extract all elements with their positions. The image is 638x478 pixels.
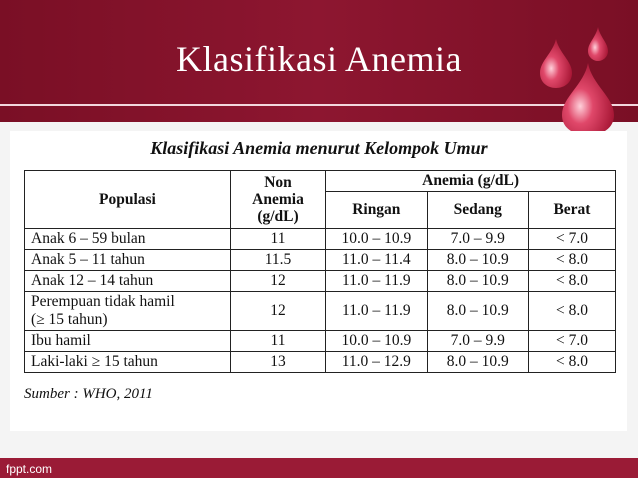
cell-berat: < 8.0 bbox=[528, 352, 615, 373]
table-row bbox=[25, 229, 616, 250]
header-ringan: Ringan bbox=[326, 192, 427, 229]
cell-populasi: Anak 5 – 11 tahun bbox=[25, 250, 231, 271]
header-anemia: Anemia (g/dL) bbox=[326, 171, 616, 192]
cell-populasi: Anak 6 – 59 bulan bbox=[25, 229, 231, 250]
cell-berat: < 7.0 bbox=[528, 229, 615, 250]
anemia-classification-table bbox=[24, 170, 616, 373]
cell-berat: < 8.0 bbox=[528, 292, 615, 331]
cell-non-anemia: 11.5 bbox=[230, 250, 325, 271]
table-header-row bbox=[25, 171, 616, 192]
cell-sedang: 8.0 – 10.9 bbox=[427, 352, 528, 373]
cell-populasi: Laki-laki ≥ 15 tahun bbox=[25, 352, 231, 373]
cell-ringan: 10.0 – 10.9 bbox=[326, 331, 427, 352]
drop-medium-icon bbox=[540, 39, 572, 88]
footer-brand[interactable]: fppt.com bbox=[6, 462, 53, 476]
header-non-anemia: Non Anemia (g/dL) bbox=[230, 171, 325, 229]
cell-non-anemia: 13 bbox=[230, 352, 325, 373]
cell-sedang: 7.0 – 9.9 bbox=[427, 331, 528, 352]
table-source: Sumber : WHO, 2011 bbox=[24, 386, 153, 402]
table-row bbox=[25, 271, 616, 292]
cell-ringan: 11.0 – 11.9 bbox=[326, 292, 427, 331]
cell-ringan: 11.0 – 11.4 bbox=[326, 250, 427, 271]
cell-ringan: 11.0 – 11.9 bbox=[326, 271, 427, 292]
header-berat: Berat bbox=[528, 192, 615, 229]
table-row bbox=[25, 250, 616, 271]
table-row bbox=[25, 352, 616, 373]
header-sedang: Sedang bbox=[427, 192, 528, 229]
cell-berat: < 8.0 bbox=[528, 250, 615, 271]
cell-non-anemia: 12 bbox=[230, 292, 325, 331]
cell-sedang: 8.0 – 10.9 bbox=[427, 271, 528, 292]
cell-sedang: 8.0 – 10.9 bbox=[427, 250, 528, 271]
blood-drops-icon bbox=[540, 25, 638, 135]
cell-non-anemia: 12 bbox=[230, 271, 325, 292]
cell-ringan: 10.0 – 10.9 bbox=[326, 229, 427, 250]
table-title: Klasifikasi Anemia menurut Kelompok Umur bbox=[150, 138, 488, 158]
cell-non-anemia: 11 bbox=[230, 229, 325, 250]
cell-non-anemia: 11 bbox=[230, 331, 325, 352]
cell-sedang: 7.0 – 9.9 bbox=[427, 229, 528, 250]
cell-populasi: Ibu hamil bbox=[25, 331, 231, 352]
cell-berat: < 8.0 bbox=[528, 271, 615, 292]
header-populasi: Populasi bbox=[25, 171, 231, 229]
slide-title: Klasifikasi Anemia bbox=[176, 39, 462, 79]
cell-populasi: Anak 12 – 14 tahun bbox=[25, 271, 231, 292]
cell-sedang: 8.0 – 10.9 bbox=[427, 292, 528, 331]
slide-footer bbox=[0, 458, 638, 478]
table-row bbox=[25, 292, 616, 331]
cell-berat: < 7.0 bbox=[528, 331, 615, 352]
cell-ringan: 11.0 – 12.9 bbox=[326, 352, 427, 373]
cell-populasi: Perempuan tidak hamil (≥ 15 tahun) bbox=[25, 292, 231, 331]
table-row bbox=[25, 331, 616, 352]
drop-small-icon bbox=[588, 27, 608, 61]
